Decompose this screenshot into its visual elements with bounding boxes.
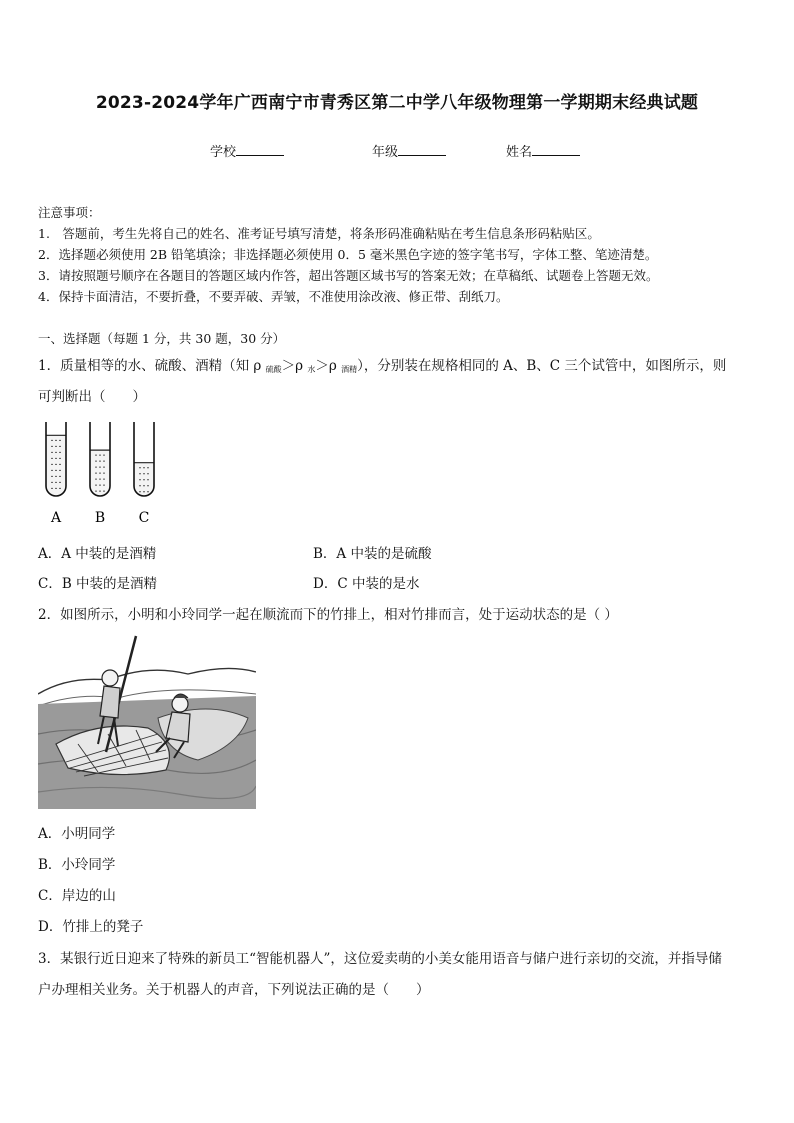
section-heading: 一、选择题（每题 1 分，共 30 题，30 分）: [38, 331, 286, 346]
q1-option-a[interactable]: A．A 中装的是酒精: [38, 546, 157, 562]
question-3-text: 3．某银行近日迎来了特殊的新员工“智能机器人”，这位爱卖萌的小美女能用语音与储户进行亲切的交流，并指导储: [38, 951, 722, 967]
test-tubes-figure: [38, 416, 162, 526]
grade-field[interactable]: 年级: [372, 141, 446, 160]
question-3-text-line2: 户办理相关业务。关于机器人的声音，下列说法正确的是（ ）: [38, 982, 430, 998]
notice-item-2: 2．选择题必须使用 2B 铅笔填涂；非选择题必须使用 0．5 毫米黑色字迹的签字笔书写，字体工整、笔迹清楚。: [38, 247, 658, 262]
tube-label-c: C: [138, 510, 150, 526]
page-title: 2023-2024学年广西南宁市青秀区第二中学八年级物理第一学期期末经典试题: [95, 93, 699, 113]
q2-option-c[interactable]: C．岸边的山: [38, 888, 116, 904]
tube-label-b: B: [94, 510, 106, 526]
q1-option-d[interactable]: D．C 中装的是水: [313, 576, 420, 592]
question-1-text: 1．质量相等的水、硫酸、酒精（知 ρ $_{硫酸}$＞ρ $_水$＞ρ $_{酒精}$），分别装在规格相同的 A、B、C 三个试管中，如图所示，则: [38, 358, 727, 374]
q2-option-b[interactable]: B．小玲同学: [38, 857, 116, 873]
school-field[interactable]: 学校: [210, 141, 284, 160]
notice-item-1: 1. 答题前，考生先将自己的姓名、准考证号填写清楚，将条形码准确粘贴在考生信息条形码粘贴区。: [38, 226, 600, 241]
q1-option-b[interactable]: B．A 中装的是硫酸: [313, 546, 432, 562]
q2-option-a[interactable]: A．小明同学: [38, 826, 116, 842]
tube-label-a: A: [50, 510, 62, 526]
q1-option-c[interactable]: C．B 中装的是酒精: [38, 576, 158, 592]
name-field[interactable]: 姓名: [506, 141, 580, 160]
question-2-text: 2．如图所示，小明和小玲同学一起在顺流而下的竹排上，相对竹排而言，处于运动状态的是（ ）: [38, 607, 618, 623]
question-1-text-line2: 可判断出（ ）: [38, 389, 146, 405]
q2-option-d[interactable]: D．竹排上的凳子: [38, 919, 144, 935]
notice-item-4: 4．保持卡面清洁，不要折叠，不要弄破、弄皱，不准使用涂改液、修正带、刮纸刀。: [38, 289, 509, 304]
tube-liquid-a: [46, 435, 66, 496]
bamboo-raft-illustration: [38, 634, 256, 809]
notice-item-3: 3．请按照题号顺序在各题目的答题区域内作答，超出答题区域书写的答案无效；在草稿纸、试题卷上答题无效。: [38, 268, 659, 283]
notice-heading: 注意事项：: [38, 205, 101, 220]
